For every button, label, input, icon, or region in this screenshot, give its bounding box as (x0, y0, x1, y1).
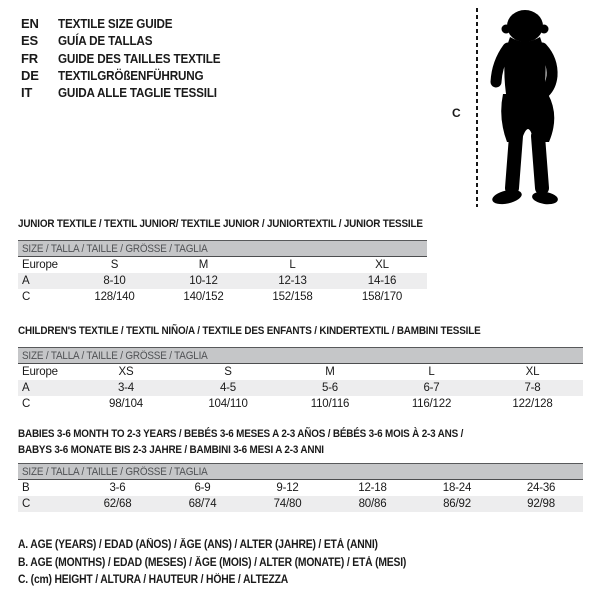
size-header-row (18, 241, 427, 257)
table-cell: 92/98 (499, 496, 583, 512)
table-row-height (18, 496, 583, 512)
row-label: B (22, 482, 30, 494)
table-cell: 12-18 (358, 482, 387, 494)
table-cell: 110/116 (310, 398, 350, 410)
table-cell: L (428, 366, 435, 378)
table-row-europe (18, 257, 427, 274)
table-cell: 158/170 (361, 291, 403, 303)
table-cell: 5-6 (279, 380, 381, 396)
table-cell: 10-12 (159, 273, 248, 289)
table-cell: L (289, 259, 296, 271)
size-header-row (18, 464, 583, 480)
table-cell: S (224, 366, 232, 378)
footnote-text: B. AGE (MONTHS) / EDAD (MESES) / ÂGE (MOIS) / ALTER (MONATE) / ETÀ (MESI) (18, 556, 407, 569)
size-header-bar (18, 464, 583, 480)
language-row (21, 84, 238, 101)
size-table-junior (18, 240, 427, 305)
language-code: FR (21, 50, 38, 66)
size-header-bar (18, 241, 427, 257)
table-cell: 62/68 (75, 496, 160, 512)
baby-silhouette-icon (483, 8, 573, 208)
size-header-text: SIZE / TALLA / TAILLE / GRÖSSE / TAGLIA (22, 349, 208, 362)
row-label: C (18, 496, 75, 512)
row-label: A (18, 273, 70, 289)
section-title-text: CHILDREN'S TEXTILE / TEXTIL NIÑO/A / TEXTILE DES ENFANTS / KINDERTEXTIL / BAMBINI TESSILE (18, 325, 481, 337)
language-label: GUIDA ALLE TAGLIE TESSILI (58, 85, 217, 101)
section-title-babies (18, 426, 513, 458)
size-header-text: SIZE / TALLA / TAILLE / GRÖSSE / TAGLIA (22, 242, 208, 255)
language-row (21, 15, 238, 32)
size-table-babies (18, 463, 583, 512)
table-cell: 24-36 (526, 482, 556, 494)
table-row-height (18, 396, 583, 412)
table-row-age (18, 380, 583, 396)
table-cell: 14-16 (337, 273, 427, 289)
section-title-children (18, 323, 532, 339)
language-row (21, 50, 238, 67)
language-row (21, 32, 238, 49)
table-cell: XS (118, 366, 134, 378)
table-cell: 4-5 (177, 380, 279, 396)
language-label: GUIDE DES TAILLES TEXTILE (58, 50, 221, 66)
table-cell: 140/152 (183, 291, 224, 303)
size-header-bar (18, 348, 583, 364)
table-cell: 6-9 (194, 482, 211, 494)
table-cell: 152/158 (272, 291, 313, 303)
table-cell: 116/122 (411, 398, 452, 410)
language-code: ES (21, 33, 38, 49)
table-cell: M (198, 259, 209, 271)
section-title-text: BABYS 3-6 MONATE BIS 2-3 JAHRE / BAMBINI 3-6 MESI A 2-3 ANNI (18, 444, 324, 456)
table-cell: XL (375, 259, 389, 271)
footnote-c (18, 572, 449, 590)
row-label: C (22, 398, 31, 410)
language-code: EN (21, 16, 39, 31)
table-cell: 68/74 (160, 496, 245, 512)
table-cell: 128/140 (94, 291, 135, 303)
size-header-row (18, 348, 583, 364)
footnote-text: C. (cm) HEIGHT / ALTURA / HAUTEUR / HÖHE / ALTEZZA (18, 574, 289, 586)
footnote-b (18, 555, 449, 573)
language-label: TEXTILGRÖßENFÜHRUNG (58, 67, 204, 83)
language-row (21, 67, 238, 84)
table-cell: 6-7 (381, 380, 482, 396)
table-row-months (18, 480, 583, 497)
row-label: Europe (22, 259, 58, 271)
footnote-a (18, 537, 449, 555)
table-cell: 74/80 (245, 496, 330, 512)
size-table-children (18, 347, 583, 412)
height-measure-dashed-line (476, 8, 478, 207)
table-cell: 3-6 (109, 482, 126, 494)
height-measure-label: C (452, 106, 461, 120)
section-title-text: JUNIOR TEXTILE / TEXTIL JUNIOR/ TEXTILE JUNIOR / JUNIORTEXTIL / JUNIOR TESSILE (18, 218, 423, 230)
language-code: IT (21, 85, 33, 101)
table-row-age (18, 273, 427, 289)
section-title-text: BABIES 3-6 MONTH TO 2-3 YEARS / BEBÉS 3-6 MESES A 2-3 AÑOS / BÉBÉS 3-6 MOIS À 2-3 ANS / (18, 428, 464, 440)
language-label: TEXTILE SIZE GUIDE (58, 16, 173, 31)
table-cell: 104/110 (208, 398, 248, 410)
table-row-europe (18, 364, 583, 381)
section-title-junior (18, 216, 468, 232)
table-cell: 86/92 (415, 496, 499, 512)
table-cell: 9-12 (276, 482, 299, 494)
row-label: A (18, 380, 75, 396)
language-label: GUÍA DE TALLAS (58, 33, 153, 49)
table-cell: M (325, 366, 335, 378)
table-cell: 3-4 (75, 380, 177, 396)
table-cell: 18-24 (442, 482, 472, 494)
language-code: DE (21, 67, 39, 83)
footnote-text: A. AGE (YEARS) / EDAD (AÑOS) / ÂGE (ANS) / ALTER (JAHRE) / ETÀ (ANNI) (18, 539, 378, 551)
footnotes (18, 537, 449, 590)
row-label: C (22, 291, 31, 303)
table-cell: XL (525, 366, 540, 378)
table-cell: 7-8 (482, 380, 583, 396)
size-header-text: SIZE / TALLA / TAILLE / GRÖSSE / TAGLIA (22, 465, 208, 478)
table-cell: S (110, 259, 119, 271)
row-label: Europe (22, 366, 58, 378)
table-cell: 12-13 (248, 273, 337, 289)
table-cell: 80/86 (330, 496, 415, 512)
table-cell: 122/128 (512, 398, 553, 410)
table-row-height (18, 289, 427, 305)
table-cell: 98/104 (109, 398, 143, 410)
language-list (21, 15, 238, 101)
table-cell: 8-10 (70, 273, 159, 289)
